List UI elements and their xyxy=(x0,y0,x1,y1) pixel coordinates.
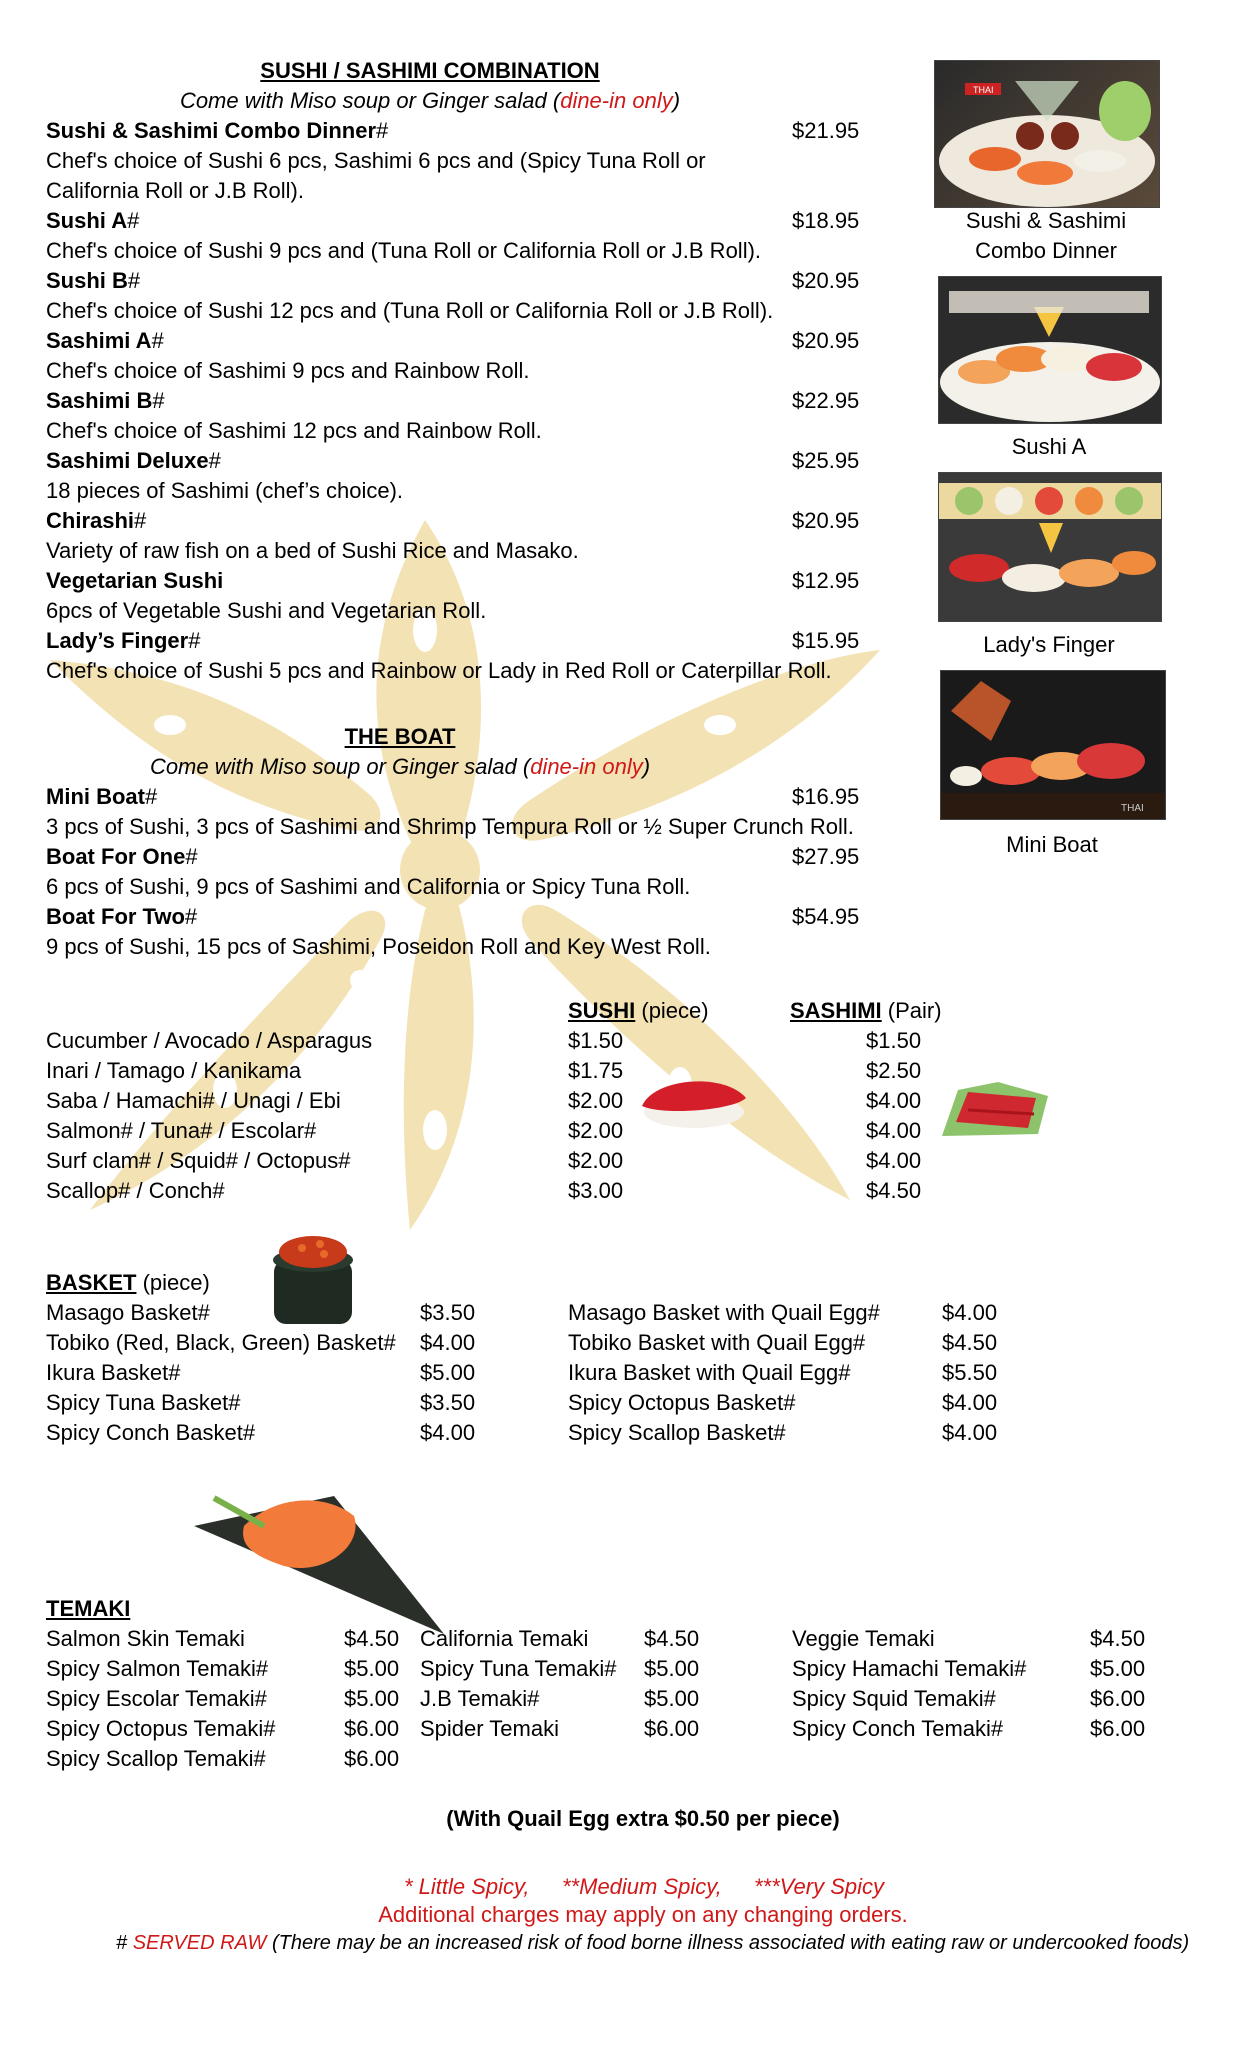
combo-item-price: $21.95 xyxy=(792,118,860,143)
raw-served-raw: SERVED RAW xyxy=(132,1932,267,1954)
combo-item-mark: # xyxy=(127,208,140,233)
combo-item-name: Sashimi Deluxe xyxy=(46,448,209,473)
sushi-unit: (piece) xyxy=(635,998,709,1023)
spicy-little: * Little Spicy, xyxy=(404,1874,530,1899)
raw-note xyxy=(116,1928,1189,1958)
temaki-item-name: California Temaki xyxy=(420,1626,589,1651)
temaki-item-name: Spicy Hamachi Temaki# xyxy=(792,1656,1027,1681)
basket-label: BASKET xyxy=(46,1270,137,1295)
mini-boat-image xyxy=(941,671,1165,819)
combo-item-mark: # xyxy=(188,628,201,653)
boat-item-name: Mini Boat xyxy=(46,784,145,809)
tuna-sashimi-image xyxy=(938,1076,1054,1148)
sushi-a-photo xyxy=(938,276,1162,424)
basket-item-name: Spicy Scallop Basket# xyxy=(568,1420,786,1445)
spicy-medium: **Medium Spicy, xyxy=(562,1874,722,1899)
combo-dinner-caption-line2: Combo Dinner xyxy=(975,238,1117,263)
ala-carte-sushi-price: $2.00 xyxy=(568,1118,624,1143)
ala-carte-item-name: Inari / Tamago / Kanikama xyxy=(46,1058,302,1083)
combo-item-mark: # xyxy=(376,118,389,143)
sashimi-unit: (Pair) xyxy=(881,998,942,1023)
combo-item-desc: Chef's choice of Sushi 6 pcs, Sashimi 6 pcs and (Spicy Tuna Roll or xyxy=(46,148,706,173)
basket-item-name: Ikura Basket# xyxy=(46,1360,181,1385)
basket-item-price: $5.50 xyxy=(942,1360,998,1385)
temaki-item-name: Salmon Skin Temaki xyxy=(46,1626,245,1651)
combo-item-name-row xyxy=(46,266,140,296)
combo-item-price: $22.95 xyxy=(792,388,860,413)
boat-item-price: $54.95 xyxy=(792,904,860,929)
combo-item-name: Lady’s Finger xyxy=(46,628,189,653)
temaki-item-price: $4.50 xyxy=(644,1626,700,1651)
combo-item-desc: Chef's choice of Sashimi 12 pcs and Rainbow Roll. xyxy=(46,418,542,443)
ala-carte-sashimi-price: $1.50 xyxy=(866,1028,922,1053)
combo-item-name-row xyxy=(46,206,139,236)
ala-carte-sushi-price: $1.75 xyxy=(568,1058,624,1083)
combo-item-mark: # xyxy=(208,448,221,473)
basket-item-name: Masago Basket with Quail Egg# xyxy=(568,1300,880,1325)
ala-carte-sushi-price: $1.50 xyxy=(568,1028,624,1053)
combo-item-price: $18.95 xyxy=(792,208,860,233)
combo-item-name: Vegetarian Sushi xyxy=(46,568,224,593)
temaki-item-price: $5.00 xyxy=(344,1656,400,1681)
ala-carte-sushi-price: $2.00 xyxy=(568,1088,624,1113)
temaki-item-name: Spicy Tuna Temaki# xyxy=(420,1656,617,1681)
temaki-item-name: Spicy Octopus Temaki# xyxy=(46,1716,276,1741)
ala-carte-sashimi-price: $4.00 xyxy=(866,1118,922,1143)
combo-item-desc: 18 pieces of Sashimi (chef’s choice). xyxy=(46,478,404,503)
combo-item-mark: # xyxy=(134,508,147,533)
basket-unit: (piece) xyxy=(136,1270,210,1295)
basket-item-price: $4.00 xyxy=(942,1420,998,1445)
basket-item-name: Masago Basket# xyxy=(46,1300,210,1325)
boat-note-dine-in: dine-in only xyxy=(530,754,643,779)
ala-carte-item-name: Saba / Hamachi# / Unagi / Ebi xyxy=(46,1088,341,1113)
basket-item-name: Spicy Tuna Basket# xyxy=(46,1390,241,1415)
combo-item-mark: # xyxy=(127,268,141,293)
combo-item-desc: Variety of raw fish on a bed of Sushi Rice and Masako. xyxy=(46,538,579,563)
temaki-item-price: $6.00 xyxy=(1090,1686,1146,1711)
combo-note-close: ) xyxy=(672,88,681,113)
combo-note-text: Come with Miso soup or Ginger salad ( xyxy=(179,88,561,113)
basket-item-price: $4.00 xyxy=(942,1300,998,1325)
ala-carte-item-name: Scallop# / Conch# xyxy=(46,1178,225,1203)
boat-item-mark: # xyxy=(145,784,158,809)
basket-header xyxy=(46,1268,210,1298)
temaki-item-price: $5.00 xyxy=(644,1656,700,1681)
ala-carte-sashimi-price: $4.50 xyxy=(866,1178,922,1203)
temaki-item-price: $5.00 xyxy=(1090,1656,1146,1681)
combo-photo-logo: THAI xyxy=(973,85,994,95)
basket-item-price: $4.50 xyxy=(942,1330,998,1355)
combo-item-name: Sashimi B xyxy=(46,388,153,413)
basket-item-price: $4.00 xyxy=(420,1330,476,1355)
temaki-item-price: $5.00 xyxy=(344,1686,400,1711)
combo-item-desc: 6pcs of Vegetable Sushi and Vegetarian Roll. xyxy=(46,598,487,623)
combo-item-name-row xyxy=(46,506,146,536)
boat-item-name-row xyxy=(46,842,198,872)
boat-item-desc: 3 pcs of Sushi, 3 pcs of Sashimi and Shrimp Tempura Roll or ½ Super Crunch Roll. xyxy=(46,814,854,839)
basket-item-price: $3.50 xyxy=(420,1300,476,1325)
combo-note xyxy=(0,86,860,116)
combo-heading: SUSHI / SASHIMI COMBINATION xyxy=(260,58,600,83)
temaki-item-price: $6.00 xyxy=(644,1716,700,1741)
combo-item-mark: # xyxy=(152,388,165,413)
basket-gunkan-image xyxy=(262,1230,362,1330)
basket-item-name: Spicy Octopus Basket# xyxy=(568,1390,796,1415)
combo-dinner-image xyxy=(935,61,1159,207)
combo-item-name: Sashimi A xyxy=(46,328,152,353)
basket-item-price: $4.00 xyxy=(420,1420,476,1445)
basket-item-name: Tobiko Basket with Quail Egg# xyxy=(568,1330,866,1355)
temaki-cone-image xyxy=(184,1486,454,1636)
temaki-label: TEMAKI xyxy=(46,1596,131,1621)
ala-carte-sushi-price: $3.00 xyxy=(568,1178,624,1203)
temaki-header xyxy=(46,1594,130,1624)
raw-warning: (There may be an increased risk of food borne illness associated with eating raw or undercooked foods) xyxy=(266,1932,1190,1954)
combo-item-price: $12.95 xyxy=(792,568,860,593)
ala-carte-sashimi-price: $4.00 xyxy=(866,1088,922,1113)
combo-note-dine-in: dine-in only xyxy=(560,88,673,113)
temaki-item-price: $6.00 xyxy=(344,1716,400,1741)
mini-boat-caption: Mini Boat xyxy=(1006,832,1098,857)
combo-item-desc: Chef's choice of Sushi 12 pcs and (Tuna Roll or California Roll or J.B Roll). xyxy=(46,298,774,323)
combo-item-desc: Chef's choice of Sushi 9 pcs and (Tuna Roll or California Roll or J.B Roll). xyxy=(46,238,762,263)
charges-note: Additional charges may apply on any changing orders. xyxy=(378,1902,908,1927)
combo-item-name-row xyxy=(46,386,165,416)
ala-carte-sashimi-price: $2.50 xyxy=(866,1058,922,1083)
ala-carte-item-name: Salmon# / Tuna# / Escolar# xyxy=(46,1118,317,1143)
ladys-finger-photo xyxy=(938,472,1162,622)
boat-note-text: Come with Miso soup or Ginger salad ( xyxy=(149,754,531,779)
basket-item-name: Ikura Basket with Quail Egg# xyxy=(568,1360,851,1385)
combo-item-desc: Chef's choice of Sashimi 9 pcs and Rainbow Roll. xyxy=(46,358,530,383)
boat-note-close: ) xyxy=(642,754,651,779)
boat-item-desc: 9 pcs of Sushi, 15 pcs of Sashimi, Poseidon Roll and Key West Roll. xyxy=(46,934,711,959)
sushi-label: SUSHI xyxy=(568,998,636,1023)
combo-item-name: Sushi A xyxy=(46,208,128,233)
temaki-item-price: $6.00 xyxy=(344,1746,400,1771)
combo-item-name-row xyxy=(46,626,200,656)
temaki-item-name: Spider Temaki xyxy=(420,1716,559,1741)
temaki-item-price: $4.50 xyxy=(344,1626,400,1651)
basket-item-name: Spicy Conch Basket# xyxy=(46,1420,256,1445)
boat-item-mark: # xyxy=(184,904,198,929)
combo-item-price: $20.95 xyxy=(792,328,860,353)
temaki-item-price: $6.00 xyxy=(1090,1716,1146,1741)
temaki-item-name: Spicy Scallop Temaki# xyxy=(46,1746,266,1771)
combo-item-name-row xyxy=(46,116,388,146)
tuna-nigiri-image xyxy=(634,1070,754,1132)
basket-item-name: Tobiko (Red, Black, Green) Basket# xyxy=(46,1330,396,1355)
mini-boat-photo xyxy=(940,670,1166,820)
temaki-item-price: $4.50 xyxy=(1090,1626,1146,1651)
combo-dinner-caption-line1: Sushi & Sashimi xyxy=(965,208,1127,233)
ala-carte-item-name: Surf clam# / Squid# / Octopus# xyxy=(46,1148,351,1173)
combo-dinner-caption xyxy=(934,206,1158,266)
basket-item-price: $5.00 xyxy=(420,1360,476,1385)
temaki-item-price: $5.00 xyxy=(644,1686,700,1711)
boat-item-price: $16.95 xyxy=(792,784,860,809)
combo-item-price: $20.95 xyxy=(792,268,860,293)
temaki-item-name: Spicy Escolar Temaki# xyxy=(46,1686,267,1711)
ala-carte-item-name: Cucumber / Avocado / Asparagus xyxy=(46,1028,373,1053)
sushi-column-header xyxy=(568,996,709,1026)
boat-item-price: $27.95 xyxy=(792,844,860,869)
temaki-item-name: Spicy Salmon Temaki# xyxy=(46,1656,269,1681)
combo-item-desc-cont: California Roll or J.B Roll). xyxy=(46,178,304,203)
basket-item-price: $3.50 xyxy=(420,1390,476,1415)
temaki-item-name: Veggie Temaki xyxy=(792,1626,935,1651)
sushi-a-image xyxy=(939,277,1161,423)
ala-carte-sashimi-price: $4.00 xyxy=(866,1148,922,1173)
ala-carte-sushi-price: $2.00 xyxy=(568,1148,624,1173)
sashimi-label: SASHIMI xyxy=(790,998,882,1023)
combo-item-name-row xyxy=(46,326,164,356)
combo-item-price: $25.95 xyxy=(792,448,860,473)
combo-item-price: $20.95 xyxy=(792,508,860,533)
sashimi-column-header xyxy=(790,996,942,1026)
ladys-finger-image xyxy=(939,473,1161,621)
boat-item-name-row xyxy=(46,902,197,932)
temaki-item-name: Spicy Conch Temaki# xyxy=(792,1716,1004,1741)
combo-item-name: Sushi B xyxy=(46,268,128,293)
combo-dinner-photo xyxy=(934,60,1160,208)
boat-item-name: Boat For Two xyxy=(46,904,185,929)
temaki-item-name: J.B Temaki# xyxy=(420,1686,540,1711)
boat-note xyxy=(0,752,800,782)
temaki-item-name: Spicy Squid Temaki# xyxy=(792,1686,996,1711)
combo-item-name: Sushi & Sashimi Combo Dinner xyxy=(46,118,377,143)
combo-item-mark: # xyxy=(151,328,164,353)
combo-item-name: Chirashi xyxy=(46,508,135,533)
boat-heading: THE BOAT xyxy=(344,724,456,749)
raw-hash: # xyxy=(116,1932,133,1954)
quail-egg-note: (With Quail Egg extra $0.50 per piece) xyxy=(446,1806,840,1831)
sushi-a-caption: Sushi A xyxy=(1011,434,1087,459)
mini-boat-logo: THAI xyxy=(1121,803,1144,814)
basket-item-price: $4.00 xyxy=(942,1390,998,1415)
combo-item-name-row xyxy=(46,566,223,596)
combo-item-name-row xyxy=(46,446,221,476)
boat-item-name-row xyxy=(46,782,157,812)
ladys-finger-caption: Lady's Finger xyxy=(983,632,1115,657)
combo-item-desc: Chef's choice of Sushi 5 pcs and Rainbow or Lady in Red Roll or Caterpillar Roll. xyxy=(46,658,832,683)
boat-item-name: Boat For One xyxy=(46,844,186,869)
boat-item-desc: 6 pcs of Sushi, 9 pcs of Sashimi and California or Spicy Tuna Roll. xyxy=(46,874,691,899)
boat-item-mark: # xyxy=(185,844,198,869)
combo-item-price: $15.95 xyxy=(792,628,860,653)
spicy-very: ***Very Spicy xyxy=(754,1874,885,1899)
